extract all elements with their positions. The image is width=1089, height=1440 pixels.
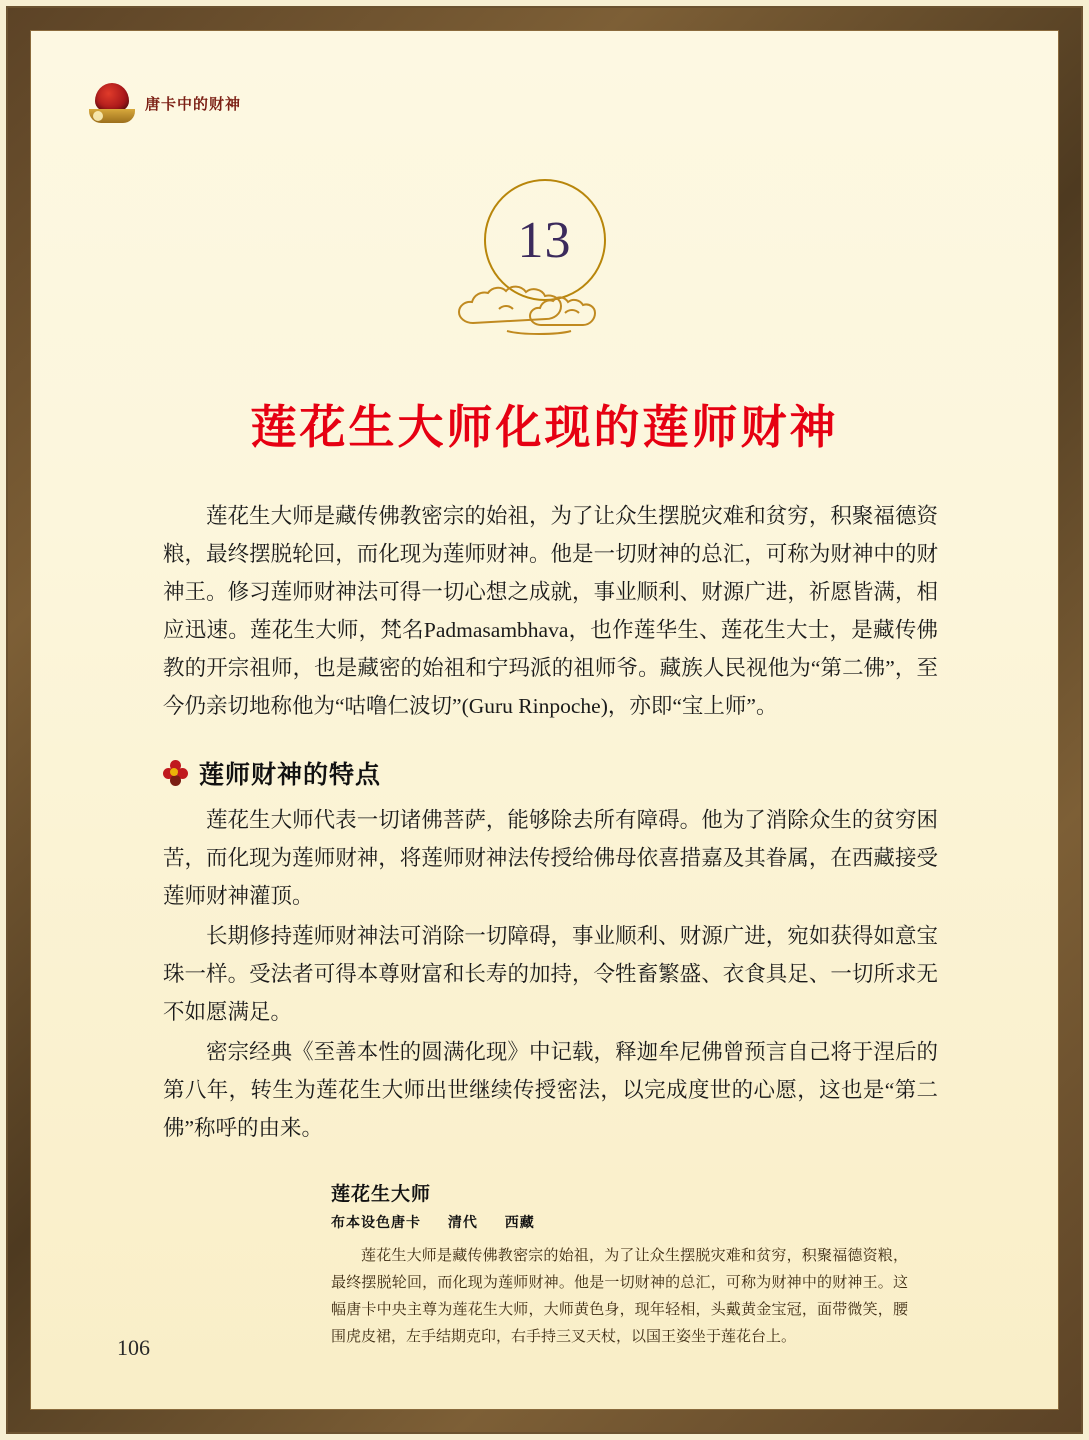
- paragraph: 莲花生大师是藏传佛教密宗的始祖，为了让众生摆脱灾难和贫穷，积聚福德资粮，最终摆脱轮回，而化现为莲师财神。他是一切财神的总汇，可称为财神中的财神王。修习莲师财神法可得一切心想之成就，事业顺利、财源广进，祈愿皆满，相应迅速。莲花生大师，梵名Padmasambhava，也作莲华生、莲花生大士，是藏传佛教的开宗祖师，也是藏密的始祖和宁玛派的祖师爷。藏族人民视他为“第二佛”，至今仍亲切地称他为“咕噜仁波切”(Guru Rinpoche)，亦即“宝上师”。: [163, 504, 938, 718]
- caption-meta-region: 西藏: [504, 1214, 535, 1230]
- flower-bullet-icon: [163, 760, 189, 786]
- caption-title: 莲花生大师: [331, 1184, 432, 1205]
- treasure-gem-icon: [87, 81, 139, 125]
- auspicious-cloud-ornament: [445, 279, 645, 343]
- caption-meta-medium: 布本设色唐卡: [331, 1214, 421, 1230]
- paragraph: 密宗经典《至善本性的圆满化现》中记载，释迦牟尼佛曾预言自己将于涅后的第八年，转生为莲花生大师出世继续传授密法，以完成度世的心愿，这也是“第二佛”称呼的由来。: [163, 1040, 938, 1140]
- page-frame-inner: [30, 30, 1059, 1410]
- figure-caption: [331, 1179, 908, 1350]
- paragraph: 长期修持莲师财神法可消除一切障碍，事业顺利、财源广进，宛如获得如意宝珠一样。受法者可得本尊财富和长寿的加持，令牲畜繁盛、衣食具足、一切所求无不如愿满足。: [163, 924, 938, 1024]
- chapter-medallion: [31, 179, 1058, 343]
- book-series-logo: [87, 81, 241, 125]
- intro-text-block: [163, 497, 938, 727]
- page-number: 106: [117, 1335, 150, 1360]
- caption-meta: [331, 1212, 908, 1232]
- paragraph: 莲花生大师代表一切诸佛菩萨，能够除去所有障碍。他为了消除众生的贫穷困苦，而化现为莲师财神，将莲师财神法传授给佛母依喜措嘉及其眷属，在西藏接受莲师财神灌顶。: [163, 808, 938, 908]
- section-heading: [163, 755, 381, 791]
- section-text-block: [163, 801, 938, 1149]
- page-title: 莲花生大师化现的莲师财神: [250, 401, 839, 453]
- caption-meta-period: 清代: [447, 1214, 478, 1230]
- page-content: [31, 31, 1058, 1409]
- caption-text: 莲花生大师是藏传佛教密宗的始祖，为了让众生摆脱灾难和贫穷，积聚福德资粮，最终摆脱轮回，而化现为莲师财神。他是一切财神的总汇，可称为财神中的财神王。这幅唐卡中央主尊为莲花生大师，大师黄色身，现年轻相，头戴黄金宝冠，面带微笑，腰围虎皮裙，左手结期克印，右手持三叉天杖，以国王姿坐于莲花台上。: [331, 1247, 908, 1345]
- chapter-number: 13: [517, 211, 572, 269]
- section-heading-label: 莲师财神的特点: [199, 761, 382, 789]
- book-series-title: 唐卡中的财神: [145, 95, 242, 113]
